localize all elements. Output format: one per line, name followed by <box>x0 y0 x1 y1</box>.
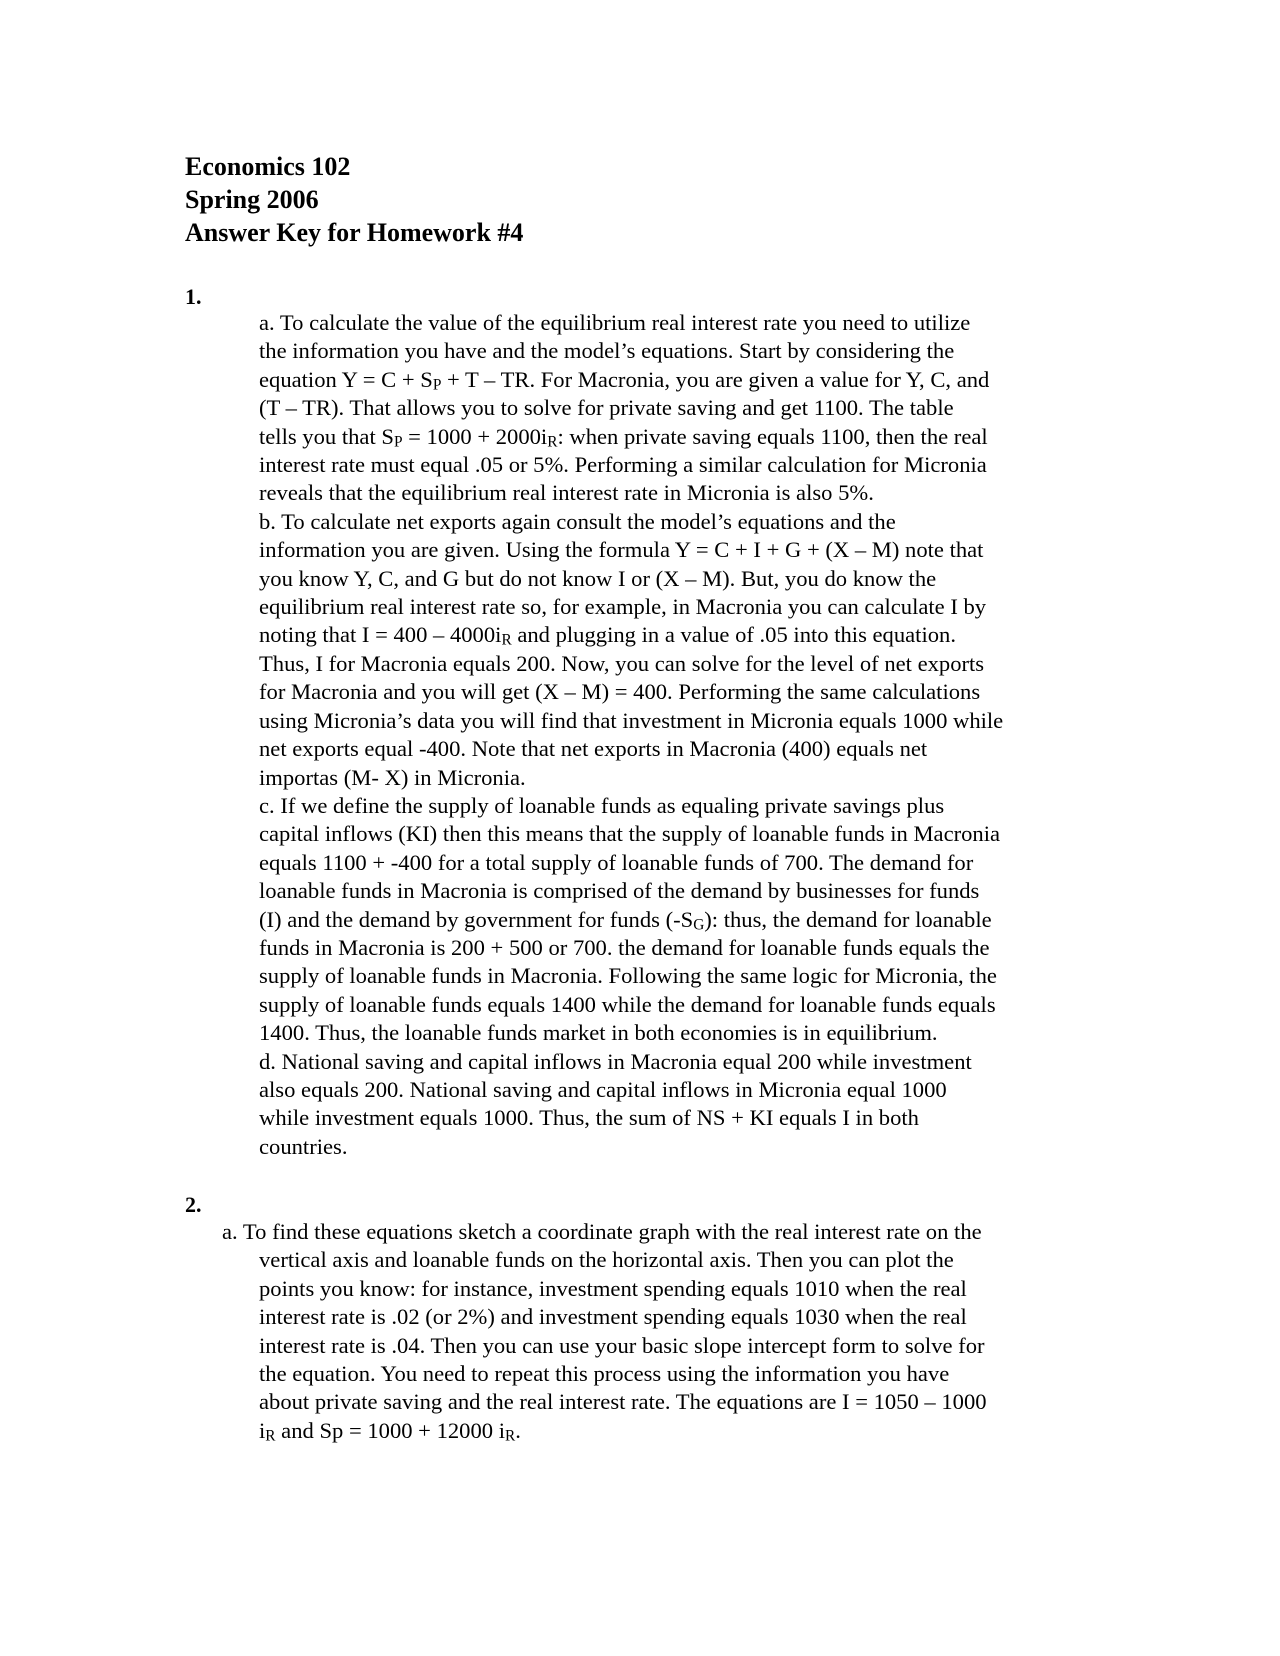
text-run: (I) and the demand by government for funds (-S <box>259 906 694 932</box>
text-run: : when private saving equals 1100, then the real <box>557 423 988 449</box>
course-title: Economics 102 <box>185 152 351 181</box>
subscript: R <box>265 1427 276 1445</box>
text-run: = 1000 + 2000i <box>402 423 548 449</box>
subscript: P <box>393 432 403 450</box>
text-line <box>259 366 1109 394</box>
text-line: interest rate is .04. Then you can use your basic slope intercept form to solve for <box>259 1332 985 1358</box>
text-line <box>259 621 1109 649</box>
text-line: you know Y, C, and G but do not know I or (X – M). But, you do know the <box>259 565 937 591</box>
text-line <box>259 423 1109 451</box>
page-title: Answer Key for Homework #4 <box>185 218 524 247</box>
subscript: R <box>501 631 512 649</box>
subscript: G <box>693 915 705 933</box>
text-line: c. If we define the supply of loanable funds as equaling private savings plus <box>259 792 945 818</box>
text-line: a. To find these equations sketch a coordinate graph with the real interest rate on the <box>222 1219 982 1244</box>
text-line: points you know: for instance, investment spending equals 1010 when the real <box>259 1275 967 1301</box>
text-line: capital inflows (KI) then this means that the supply of loanable funds in Macronia <box>259 821 1001 847</box>
text-line: using Micronia’s data you will find that investment in Micronia equals 1000 while <box>259 707 1004 733</box>
text-line: importas (M- X) in Micronia. <box>259 764 526 790</box>
term-title: Spring 2006 <box>185 185 319 214</box>
text-run: i <box>259 1417 266 1443</box>
text-line: for Macronia and you will get (X – M) = 400. Performing the same calculations <box>259 679 981 705</box>
text-line: vertical axis and loanable funds on the horizontal axis. Then you can plot the <box>259 1247 954 1273</box>
text-line: d. National saving and capital inflows in Macronia equal 200 while investment <box>259 1048 972 1074</box>
text-line: supply of loanable funds equals 1400 while the demand for loanable funds equals <box>259 991 996 1017</box>
text-line: net exports equal -400. Note that net exports in Macronia (400) equals net <box>259 736 928 762</box>
text-run: and Sp = 1000 + 12000 i <box>275 1417 505 1443</box>
subscript: P <box>432 376 442 394</box>
question-2-number: 2. <box>185 1192 202 1217</box>
text-line: a. To calculate the value of the equilibrium real interest rate you need to utilize <box>259 310 971 335</box>
text-run: noting that I = 400 – 4000i <box>259 622 502 648</box>
question-2-answer <box>222 1218 1109 1445</box>
text-line <box>259 906 1109 934</box>
document-header <box>185 150 523 249</box>
text-line: the information you have and the model’s equations. Start by considering the <box>259 338 955 364</box>
text-line: the equation. You need to repeat this process using the information you have <box>259 1361 950 1387</box>
text-line: loanable funds in Macronia is comprised of the demand by businesses for funds <box>259 878 980 904</box>
question-1-answer <box>259 309 1109 1161</box>
text-line: reveals that the equilibrium real interest rate in Micronia is also 5%. <box>259 480 874 506</box>
subscript: R <box>505 1427 516 1445</box>
text-line: funds in Macronia is 200 + 500 or 700. the demand for loanable funds equals the <box>259 934 990 960</box>
text-run: + T – TR. For Macronia, you are given a value for Y, C, and <box>441 366 990 392</box>
text-line: interest rate must equal .05 or 5%. Performing a similar calculation for Micronia <box>259 452 987 478</box>
text-line: equals 1100 + -400 for a total supply of loanable funds of 700. The demand for <box>259 849 974 875</box>
text-line: b. To calculate net exports again consult the model’s equations and the <box>259 508 896 534</box>
question-1-number: 1. <box>185 284 202 309</box>
subscript: R <box>547 432 558 450</box>
text-line: about private saving and the real interest rate. The equations are I = 1050 – 1000 <box>259 1389 987 1415</box>
text-line: supply of loanable funds in Macronia. Following the same logic for Micronia, the <box>259 963 997 989</box>
text-line: interest rate is .02 (or 2%) and investment spending equals 1030 when the real <box>259 1304 967 1330</box>
text-line: countries. <box>259 1133 348 1159</box>
text-line: 1400. Thus, the loanable funds market in both economies is in equilibrium. <box>259 1020 938 1046</box>
text-run: tells you that S <box>259 423 394 449</box>
text-line: (T – TR). That allows you to solve for private saving and get 1100. The table <box>259 395 954 421</box>
text-run: equation Y = C + S <box>259 366 433 392</box>
text-line: information you are given. Using the formula Y = C + I + G + (X – M) note that <box>259 537 984 563</box>
text-line: while investment equals 1000. Thus, the sum of NS + KI equals I in both <box>259 1105 919 1131</box>
text-line: Thus, I for Macronia equals 200. Now, you can solve for the level of net exports <box>259 650 985 676</box>
text-run: and plugging in a value of .05 into this equation. <box>511 622 956 648</box>
text-run: . <box>515 1417 521 1443</box>
text-run: ): thus, the demand for loanable <box>704 906 992 932</box>
text-line <box>259 1417 1109 1445</box>
text-line: also equals 200. National saving and capital inflows in Micronia equal 1000 <box>259 1076 947 1102</box>
text-line: equilibrium real interest rate so, for example, in Macronia you can calculate I by <box>259 594 987 620</box>
